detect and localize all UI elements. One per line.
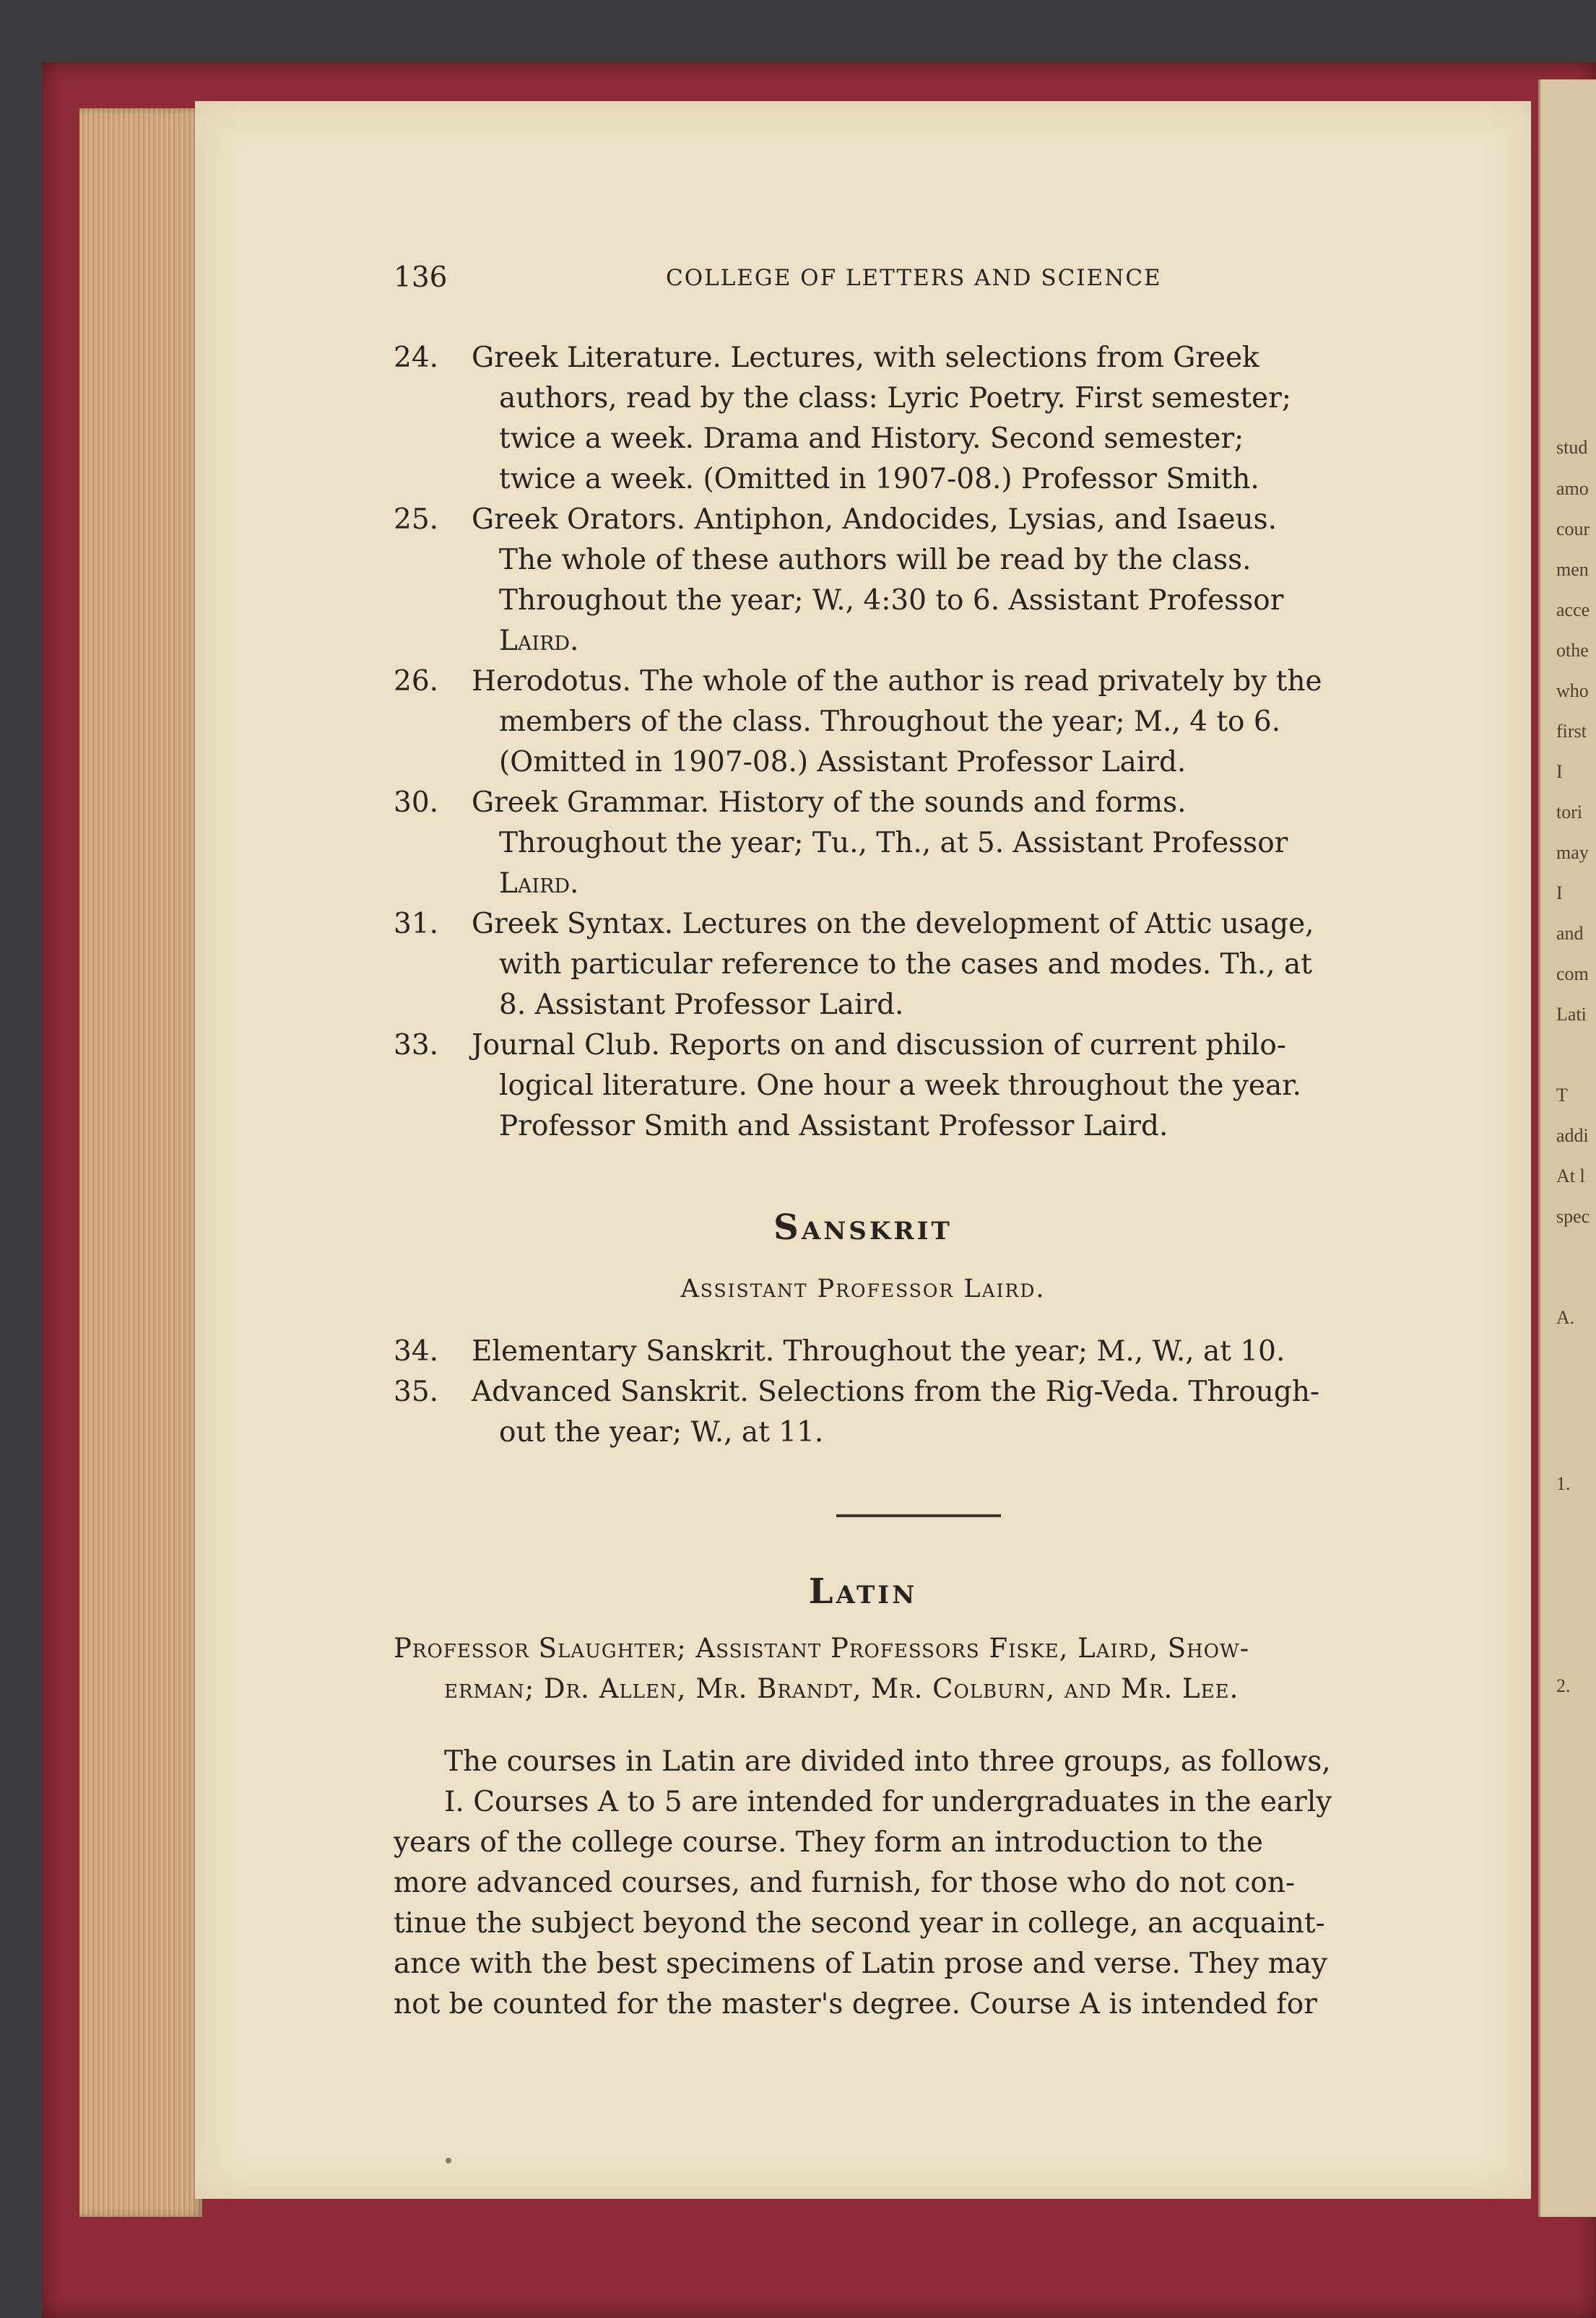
facing-fragment: At l <box>1556 1165 1585 1186</box>
course-number: 35. <box>394 1376 439 1408</box>
course-text-line: Laird. <box>499 867 579 900</box>
course-text-line: Herodotus. The whole of the author is read privately by the <box>472 665 1322 698</box>
facing-fragment: amo <box>1556 478 1589 499</box>
facing-page-edge <box>1538 79 1596 2217</box>
facing-fragment: acce <box>1556 599 1590 620</box>
course-text-line: 8. Assistant Professor Laird. <box>499 989 904 1021</box>
course-number: 31. <box>394 908 439 940</box>
body-text-line: more advanced courses, and furnish, for those who do not con- <box>394 1867 1296 1899</box>
body-text-line: The courses in Latin are divided into three groups, as follows, <box>444 1745 1331 1778</box>
facing-fragment: men <box>1556 559 1589 580</box>
paper-speck <box>446 2158 451 2163</box>
running-head: COLLEGE OF LETTERS AND SCIENCE <box>666 265 1162 291</box>
course-text-line: Throughout the year; W., 4:30 to 6. Assistant Professor <box>499 584 1284 617</box>
facing-fragment: othe <box>1556 640 1589 661</box>
facing-fragment: may <box>1556 842 1589 863</box>
course-text-line: out the year; W., at 11. <box>499 1416 824 1449</box>
course-text-line: Journal Club. Reports on and discussion of current philo- <box>472 1029 1287 1062</box>
course-text-line: with particular reference to the cases and modes. Th., at <box>499 948 1312 981</box>
section-divider <box>836 1514 1001 1517</box>
facing-fragment: A. <box>1556 1307 1575 1328</box>
facing-fragment: spec <box>1556 1206 1590 1227</box>
facing-fragment: 2. <box>1556 1675 1571 1696</box>
facing-fragment: addi <box>1556 1125 1589 1146</box>
facing-fragment: cour <box>1556 518 1590 539</box>
section-instructor: Assistant Professor Laird. <box>680 1275 1046 1303</box>
course-text-line: The whole of these authors will be read by the class. <box>499 544 1252 576</box>
course-text-line: Advanced Sanskrit. Selections from the Rig-Veda. Through- <box>472 1376 1320 1408</box>
course-number: 30. <box>394 786 439 819</box>
course-text-line: Greek Syntax. Lectures on the development of Attic usage, <box>472 908 1314 940</box>
body-text-line: I. Courses A to 5 are intended for undergraduates in the early <box>444 1786 1332 1818</box>
course-text-line: Laird. <box>499 625 579 657</box>
body-text-line: not be counted for the master's degree. Course A is intended for <box>394 1988 1317 2020</box>
course-text-line: twice a week. Drama and History. Second semester; <box>499 422 1244 455</box>
facing-fragment: T <box>1556 1085 1568 1106</box>
section-title-latin: Latin <box>808 1571 918 1612</box>
facing-fragment: Lati <box>1556 1004 1587 1025</box>
facing-fragment: com <box>1556 963 1589 984</box>
course-number: 33. <box>394 1029 439 1062</box>
course-number: 25. <box>394 503 439 536</box>
course-number: 24. <box>394 342 439 374</box>
course-text-line: authors, read by the class: Lyric Poetry. First semester; <box>499 382 1291 414</box>
course-text-line: Professor Smith and Assistant Professor Laird. <box>499 1110 1168 1142</box>
course-text-line: Greek Grammar. History of the sounds and forms. <box>472 786 1187 819</box>
facing-fragment: first <box>1556 721 1587 742</box>
course-number: 34. <box>394 1335 439 1368</box>
book-page <box>195 101 1531 2199</box>
body-text-line: ance with the best specimens of Latin prose and verse. They may <box>394 1948 1328 1980</box>
course-number: 26. <box>394 665 439 698</box>
facing-fragment: who <box>1556 680 1589 701</box>
section-title-sanskrit: Sanskrit <box>773 1207 953 1248</box>
facing-fragment: I <box>1556 882 1563 903</box>
course-text-line: (Omitted in 1907-08.) Assistant Professor Laird. <box>499 746 1187 778</box>
facing-fragment: 1. <box>1556 1473 1571 1494</box>
body-text-line: years of the college course. They form an introduction to the <box>394 1826 1263 1859</box>
page-number: 136 <box>394 261 448 294</box>
course-text-line: members of the class. Throughout the year; M., 4 to 6. <box>499 706 1281 738</box>
facing-fragment: I <box>1556 761 1563 782</box>
course-text-line: Greek Literature. Lectures, with selections from Greek <box>472 342 1259 374</box>
body-text-line: tinue the subject beyond the second year in college, an acquaint- <box>394 1907 1325 1940</box>
page-block-edge <box>79 108 202 2217</box>
course-text-line: Elementary Sanskrit. Throughout the year; M., W., at 10. <box>472 1335 1285 1368</box>
course-text-line: Throughout the year; Tu., Th., at 5. Assistant Professor <box>499 827 1288 859</box>
course-text-line: Greek Orators. Antiphon, Andocides, Lysias, and Isaeus. <box>472 503 1278 536</box>
course-text-line: logical literature. One hour a week throughout the year. <box>499 1069 1301 1102</box>
faculty-line: Professor Slaughter; Assistant Professors Fiske, Laird, Show- <box>394 1633 1250 1664</box>
facing-fragment: tori <box>1556 802 1583 822</box>
faculty-line: erman; Dr. Allen, Mr. Brandt, Mr. Colburn, and Mr. Lee. <box>444 1673 1239 1704</box>
course-text-line: twice a week. (Omitted in 1907-08.) Professor Smith. <box>499 463 1259 495</box>
facing-fragment: stud <box>1556 437 1588 458</box>
facing-fragment: and <box>1556 923 1584 944</box>
